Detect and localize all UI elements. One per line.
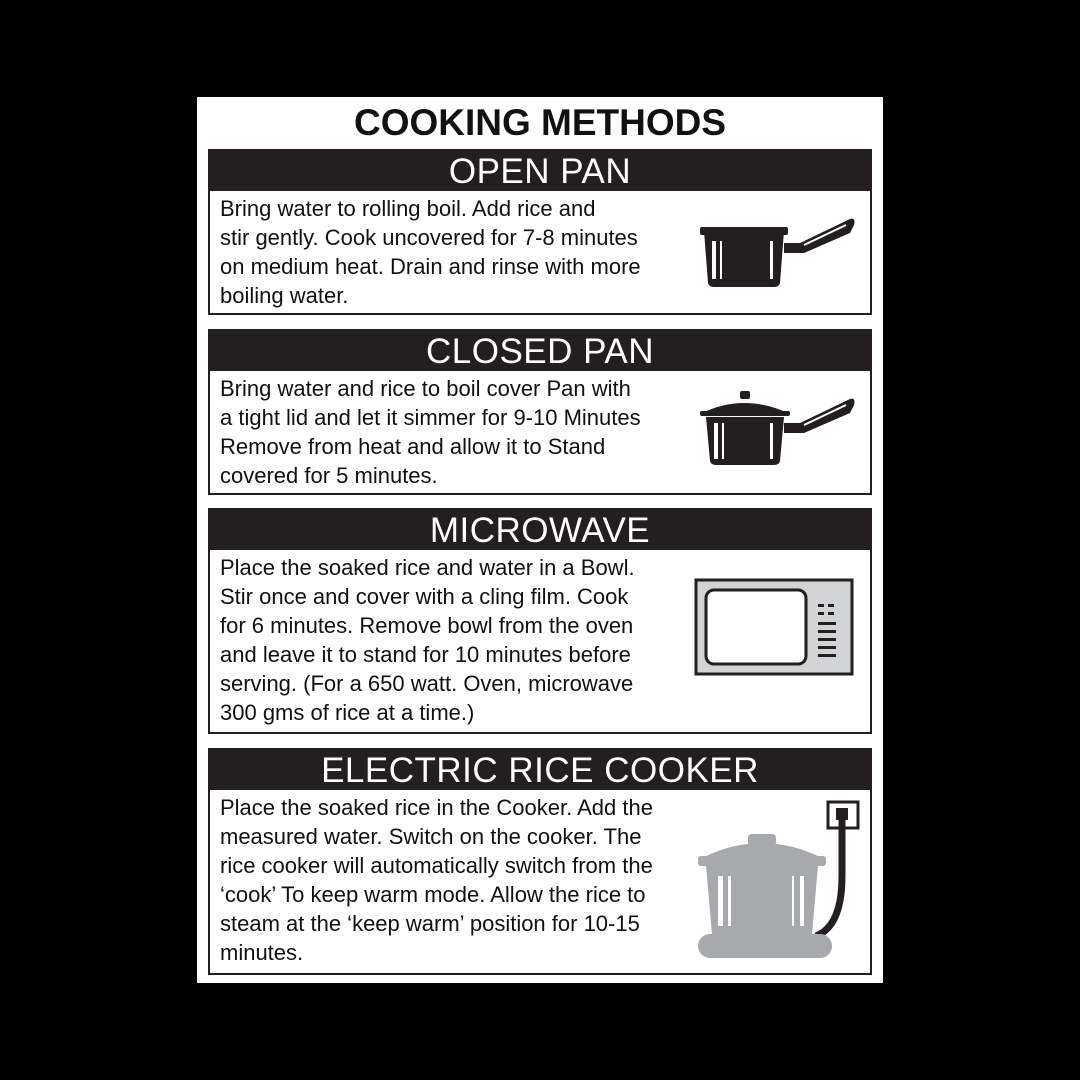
cooking-methods-card <box>197 97 883 983</box>
microwave-icon <box>694 578 854 678</box>
section-instructions: Bring water to rolling boil. Add rice and stir gently. Cook uncovered for 7-8 minutes on medium heat. Drain and rinse with more boiling water. <box>220 196 641 308</box>
section-heading: ELECTRIC RICE COOKER <box>210 750 870 790</box>
section-heading: OPEN PAN <box>210 151 870 191</box>
rice-cooker-icon <box>696 796 860 964</box>
saucepan-icon <box>700 211 855 291</box>
page-title: COOKING METHODS <box>353 102 727 143</box>
section-instructions: Bring water and rice to boil cover Pan with a tight lid and let it simmer for 9-10 Minutes Remove from heat and allow it to Stand covered for 5 minutes. <box>220 376 641 488</box>
section-electric-rice-cooker <box>208 748 872 975</box>
lidded-saucepan-icon <box>700 389 855 467</box>
section-microwave <box>208 508 872 734</box>
section-instructions: Place the soaked rice and water in a Bowl. Stir once and cover with a cling film. Cook for 6 minutes. Remove bowl from the oven and leave it to stand for 10 minutes before serving. (For a 650 watt. Oven, microwave 300 gms of rice at a time.) <box>220 555 635 725</box>
section-heading: CLOSED PAN <box>210 331 870 371</box>
section-instructions: Place the soaked rice in the Cooker. Add the measured water. Switch on the cooker. The rice cooker will automatically switch from the ‘cook’ To keep warm mode. Allow the rice to steam at the ‘keep warm’ position for 10-15 minutes. <box>220 795 653 965</box>
section-open-pan <box>208 149 872 315</box>
section-closed-pan <box>208 329 872 495</box>
section-heading: MICROWAVE <box>210 510 870 550</box>
